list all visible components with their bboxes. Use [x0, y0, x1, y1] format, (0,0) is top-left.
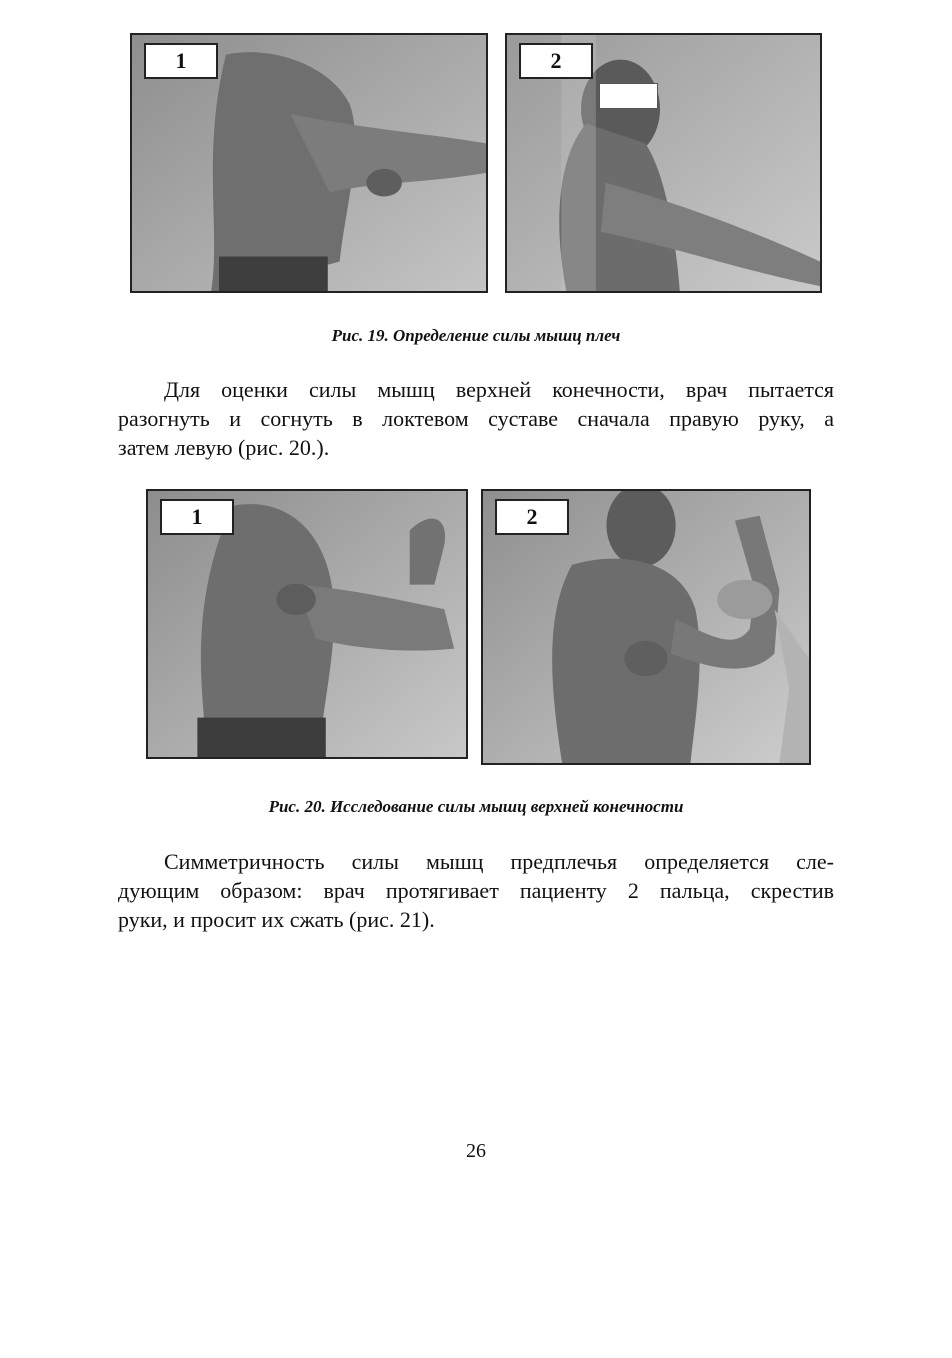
paragraph-2-line-3: руки, и просит их сжать (рис. 21). — [118, 907, 435, 932]
paragraph-2-line-1: Симметричность силы мышц предплечья определяется сле- — [164, 849, 834, 874]
panel-number-label: 2 — [495, 499, 569, 535]
page-number: 26 — [466, 1140, 486, 1162]
panel-number-label: 1 — [160, 499, 234, 535]
figure-20-photo-2 — [481, 489, 811, 765]
figure-20-photo-1 — [146, 489, 468, 759]
panel-number-label: 1 — [144, 43, 218, 79]
figure-19-photo-2 — [505, 33, 822, 293]
paragraph-1 — [118, 375, 834, 462]
paragraph-1-line-2: разогнуть и согнуть в локтевом суставе сначала правую руку, а — [118, 406, 834, 431]
paragraph-1-line-3: затем левую (рис. 20.). — [118, 435, 330, 460]
panel-number-label: 2 — [519, 43, 593, 79]
paragraph-2 — [118, 847, 834, 934]
figure-20-caption: Рис. 20. Исследование силы мышц верхней конечности — [268, 797, 684, 816]
figure-19-caption: Рис. 19. Определение силы мышц плеч — [331, 326, 621, 345]
paragraph-1-line-1: Для оценки силы мышц верхней конечности, врач пытается — [164, 377, 834, 402]
face-privacy-bar — [599, 83, 658, 109]
paragraph-2-line-2: дующим образом: врач протягивает пациенту 2 пальца, скрестив — [118, 878, 834, 903]
figure-19-photo-1 — [130, 33, 488, 293]
